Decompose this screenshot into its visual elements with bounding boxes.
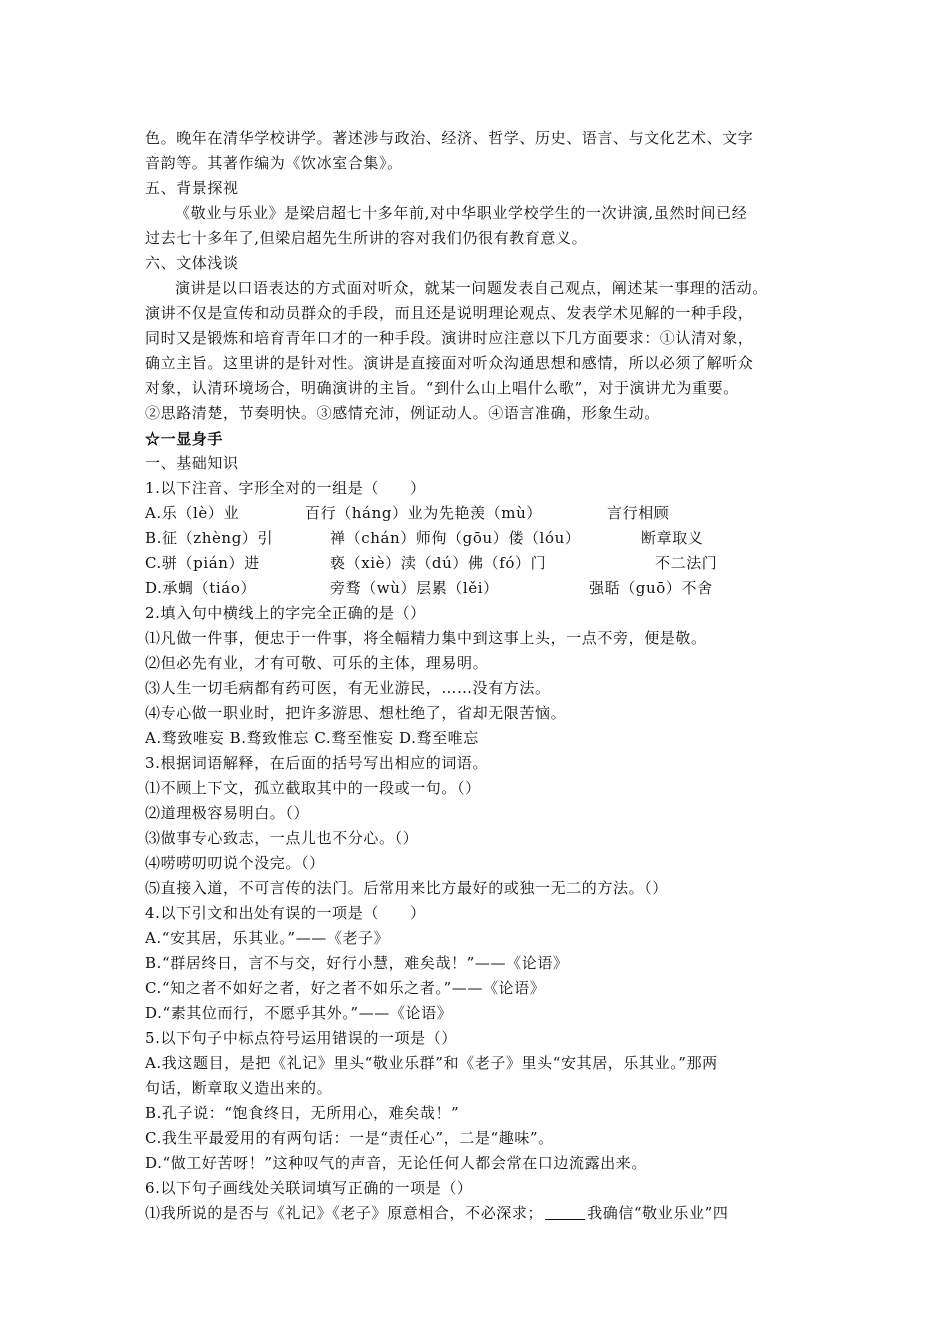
- option-part: 亵（xiè）渎（dú）佛（fó）门: [330, 554, 547, 572]
- text-line: 音韵等。其著作编为《饮冰室合集》。: [145, 154, 403, 172]
- question-stem: 1.以下注音、字形全对的一组是（ ）: [145, 479, 426, 497]
- text-line: B.“群居终日，言不与交，好行小慧，难矣哉！”——《论语》: [145, 954, 569, 972]
- text-line: ⑷专心做一职业时，把许多游思、想杜绝了，省却无限苦恼。: [145, 704, 567, 722]
- text-line: 过去七十多年了,但梁启超先生所讲的容对我们仍很有教育意义。: [145, 229, 588, 247]
- text-line: 色。晚年在清华学校讲学。著述涉与政治、经济、哲学、历史、语言、与文化艺术、文字: [145, 129, 754, 147]
- section-title: ☆一显身手: [145, 430, 224, 448]
- option-part: 禅（chán）师佝（gōu）偻（lóu）: [330, 529, 581, 547]
- section-heading: 一、基础知识: [145, 454, 239, 472]
- option-part: A.乐（lè）业: [145, 504, 240, 522]
- text-line: 句话，断章取义造出来的。: [145, 1079, 333, 1097]
- option-part: 强聒（guō）不舍: [589, 579, 713, 597]
- text-line: ⑵道理极容易明白。（）: [145, 804, 310, 822]
- text-line: 演讲是以口语表达的方式面对听众，就某一问题发表自己观点，阐述某一事理的活动。: [175, 279, 768, 297]
- text-line: ②思路清楚，节奏明快。③感情充沛，例证动人。④语言准确，形象生动。: [145, 404, 660, 422]
- text-line: B.孔子说：“饱食终日，无所用心，难矣哉！”: [145, 1104, 460, 1122]
- option-part: D.承蜩（tiáo）: [145, 579, 257, 597]
- text-line: ⑶人生一切毛病都有药可医，有无业游民，……没有方法。: [145, 679, 551, 697]
- section-heading: 五、背景探视: [145, 179, 239, 197]
- option-part: 断章取义: [641, 529, 704, 547]
- option-part: 言行相顾: [607, 504, 670, 522]
- question-stem: 2.填入句中横线上的字完全正确的是（）: [145, 604, 426, 622]
- text-line: C.我生平最爱用的有两句话：一是“责任心”，二是“趣味”。: [145, 1129, 554, 1147]
- question-stem: 6.以下句子画线处关联词填写正确的一项是（）: [145, 1179, 473, 1197]
- text-line: 确立主旨。这里讲的是针对性。演讲是直接面对听众沟通思想和感情，所以必须了解听众: [145, 354, 754, 372]
- question-stem: 3.根据词语解释，在后面的括号写出相应的词语。: [145, 754, 489, 772]
- text-line: A.我这题目，是把《礼记》里头“敬业乐群”和《老子》里头“安其居，乐其业。”那两: [145, 1054, 718, 1072]
- text-line: ⑴不顾上下文，孤立截取其中的一段或一句。（）: [145, 779, 481, 797]
- option-part: B.征（zhèng）引: [145, 529, 274, 547]
- text-line: ⑷唠唠叨叨说个没完。（）: [145, 854, 325, 872]
- text-segment: ⑴我所说的是否与《礼记》《老子》原意相合，不必深求；: [145, 1204, 544, 1222]
- question-stem: 5.以下句子中标点符号运用错误的一项是（）: [145, 1029, 457, 1047]
- text-line: [145, 1202, 728, 1224]
- option-part: 旁骛（wù）层累（lěi）: [330, 579, 499, 597]
- text-line: 《敬业与乐业》是梁启超七十多年前,对中华职业学校学生的一次讲演,虽然时间已经: [175, 204, 748, 222]
- option-part: 百行（háng）业为先艳羡（mù）: [305, 504, 542, 522]
- text-line: A.“安其居，乐其业。”——《老子》: [145, 929, 390, 947]
- text-line: 对象，认清环境场合，明确演讲的主旨。“到什么山上唱什么歌”，对于演讲尤为重要。: [145, 379, 739, 397]
- text-line: 同时又是锻炼和培育青年口才的一种手段。演讲时应注意以下几方面要求：①认清对象，: [145, 329, 754, 347]
- option-part: C.骈（pián）进: [145, 554, 260, 572]
- answer-options: A.骛致唯妄 B.骛致惟忘 C.骛至惟妄 D.骛至唯忘: [145, 729, 479, 747]
- text-line: ⑸直接入道，不可言传的法门。后常用来比方最好的或独一无二的方法。（）: [145, 879, 668, 897]
- text-line: ⑴凡做一件事，便忠于一件事，将全幅精力集中到这事上头，一点不旁，便是敬。: [145, 629, 707, 647]
- question-stem: 4.以下引文和出处有误的一项是（ ）: [145, 904, 426, 922]
- text-line: ⑶做事专心致志，一点儿也不分心。（）: [145, 829, 419, 847]
- text-line: D.“素其位而行，不愿乎其外。”——《论语》: [145, 1004, 453, 1022]
- text-segment: 我确信“敬业乐业”四: [587, 1204, 729, 1222]
- text-line: D.“做工好苦呀！”这种叹气的声音，无论任何人都会常在口边流露出来。: [145, 1154, 647, 1172]
- option-part: 不二法门: [655, 554, 718, 572]
- text-line: C.“知之者不如好之者，好之者不如乐之者。”——《论语》: [145, 979, 546, 997]
- fill-blank: [545, 1203, 585, 1220]
- section-heading: 六、文体浅谈: [145, 254, 239, 272]
- text-line: 演讲不仅是宣传和动员群众的手段，而且还是说明理论观点、发表学术见解的一种手段，: [145, 304, 754, 322]
- text-line: ⑵但必先有业，才有可敬、可乐的主体，理易明。: [145, 654, 489, 672]
